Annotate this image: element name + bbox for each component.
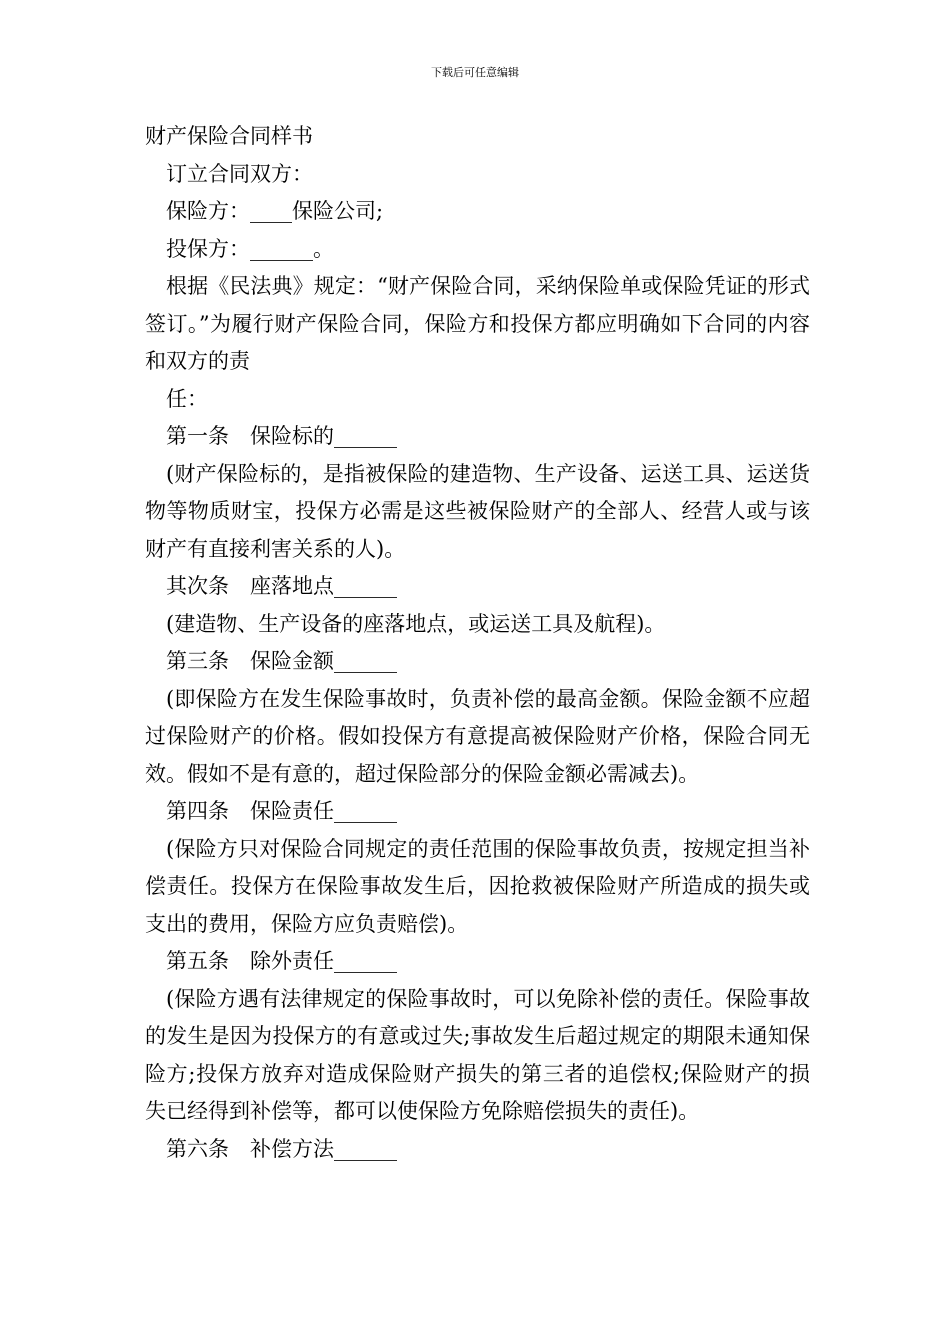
page-header-note: 下载后可任意编辑 xyxy=(431,66,519,79)
article-1-heading xyxy=(145,418,810,456)
article-3-heading xyxy=(145,643,810,681)
article-name: 座落地点______ xyxy=(250,574,397,598)
article-6-heading xyxy=(145,1131,810,1169)
article-3-note: (即保险方在发生保险事故时，负责补偿的最高金额。保险金额不应超过保险财产的价格。假如投保方有意提高被保险财产价格，保险合同无效。假如不是有意的，超过保险部分的保险金额必需减去)。 xyxy=(145,686,810,786)
article-4-heading xyxy=(145,793,810,831)
article-number: 第五条 xyxy=(166,949,229,973)
article-4-note: (保险方只对保险合同规定的责任范围的保险事故负责，按规定担当补偿责任。投保方在保险事故发生后，因抢救被保险财产所造成的损失或支出的费用，保险方应负责赔偿)。 xyxy=(145,836,810,936)
article-5-note: (保险方遇有法律规定的保险事故时，可以免除补偿的责任。保险事故的发生是因为投保方的有意或过失;事故发生后超过规定的期限未通知保险方;投保方放弃对造成保险财产损失的第三者的追偿权;保险财产的损失已经得到补偿等，都可以使保险方免除赔偿损失的责任)。 xyxy=(145,986,810,1123)
article-name: 除外责任______ xyxy=(250,949,397,973)
article-2-note: (建造物、生产设备的座落地点，或运送工具及航程)。 xyxy=(166,611,666,636)
document-title: 财产保险合同样书 xyxy=(145,124,313,148)
article-5-heading xyxy=(145,943,810,981)
insured-line: 投保方：______。 xyxy=(166,236,334,261)
article-number: 其次条 xyxy=(166,574,229,598)
insurer-line: 保险方：____保险公司; xyxy=(166,199,384,223)
article-number: 第三条 xyxy=(166,649,229,673)
parties-heading: 订立合同双方： xyxy=(166,161,313,186)
article-1-note: (财产保险标的，是指被保险的建造物、生产设备、运送工具、运送货物等物质财宝，投保方必需是这些被保险财产的全部人、经营人或与该财产有直接利害关系的人)。 xyxy=(145,461,810,561)
preamble-tail: 任： xyxy=(166,386,208,411)
article-number: 第四条 xyxy=(166,799,229,823)
article-number: 第一条 xyxy=(166,424,229,448)
article-2-heading xyxy=(145,568,810,606)
preamble-paragraph: 根据《民法典》规定：“财产保险合同，采纳保险单或保险凭证的形式签订。”为履行财产保险合同，保险方和投保方都应明确如下合同的内容和双方的责 xyxy=(145,274,810,373)
contract-body xyxy=(145,118,810,1168)
article-name: 补偿方法______ xyxy=(250,1136,397,1161)
article-name: 保险金额______ xyxy=(250,649,397,673)
article-name: 保险责任______ xyxy=(250,799,397,823)
article-number: 第六条 xyxy=(166,1136,229,1161)
article-name: 保险标的______ xyxy=(250,424,397,448)
